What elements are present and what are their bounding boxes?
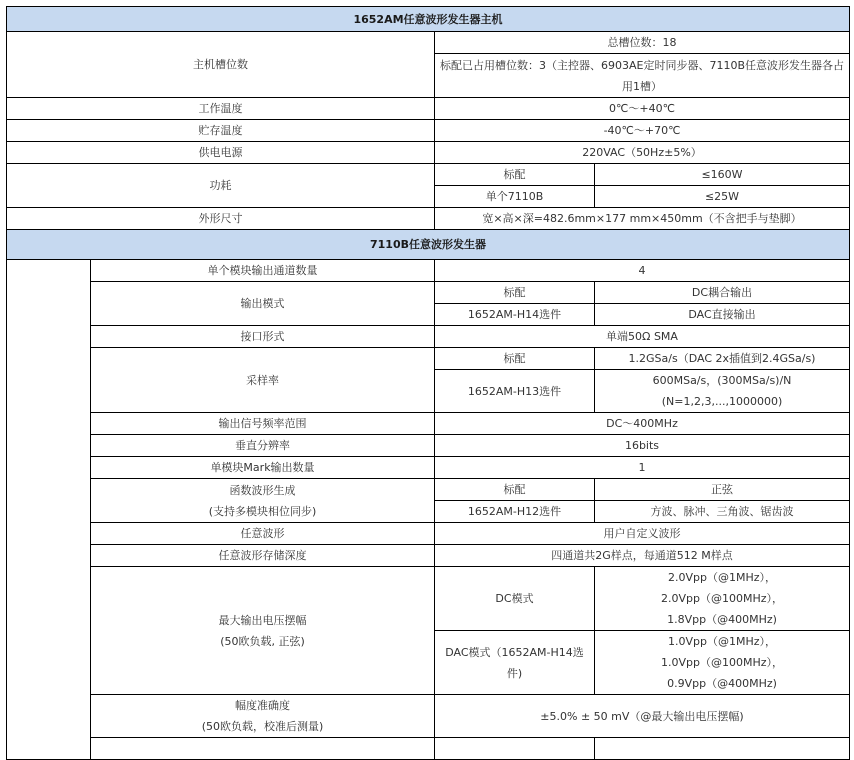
row-label: 垂直分辨率 — [91, 435, 435, 457]
sub-value: ≤160W — [595, 164, 850, 186]
value-line: 1.0Vpp（@1MHz）， — [667, 635, 777, 648]
row-label — [91, 738, 435, 760]
row-label: 采样率 — [91, 348, 435, 413]
sub-value: DAC直接输出 — [595, 304, 850, 326]
row-work-temp — [7, 98, 850, 120]
row-channels — [7, 260, 850, 282]
row-output-mode — [7, 282, 850, 304]
row-label: 任意波形 — [91, 523, 435, 545]
row-value: ±5.0% ± 50 mV（@最大输出电压摆幅) — [435, 695, 850, 738]
sub-label: 标配 — [435, 348, 595, 370]
row-power-supply — [7, 142, 850, 164]
row-label — [91, 479, 435, 523]
sub-label: 单个7110B — [435, 186, 595, 208]
indent-column — [7, 260, 91, 760]
row-value: 16bits — [435, 435, 850, 457]
row-value: 4 — [435, 260, 850, 282]
sub-label: 1652AM-H14选件 — [435, 304, 595, 326]
row-value: 标配已占用槽位数：3（主控器、6903AE定时同步器、7110B任意波形发生器各占用1槽） — [435, 54, 850, 98]
row-value: -40℃～+70℃ — [435, 120, 850, 142]
row-label: 工作温度 — [7, 98, 435, 120]
row-label: 主机槽位数 — [7, 32, 435, 98]
sub-value: ≤25W — [595, 186, 850, 208]
sub-label: 标配 — [435, 479, 595, 501]
row-label — [91, 695, 435, 738]
row-vertical-resolution — [7, 435, 850, 457]
section-title: 1652AM任意波形发生器主机 — [7, 7, 850, 32]
row-cutoff — [7, 738, 850, 760]
row-value: 220VAC（50Hz±5%） — [435, 142, 850, 164]
sub-label: 标配 — [435, 164, 595, 186]
row-power-consumption — [7, 164, 850, 186]
row-value: 四通道共2G样点，每通道512 M样点 — [435, 545, 850, 567]
row-max-output-voltage — [7, 567, 850, 631]
row-label: 任意波形存储深度 — [91, 545, 435, 567]
sub-value — [595, 631, 850, 695]
value-line: 1.0Vpp（@100MHz）， — [661, 656, 784, 669]
label-line: (50欧负载，校准后测量) — [201, 720, 324, 733]
row-value: DC～400MHz — [435, 413, 850, 435]
row-label: 贮存温度 — [7, 120, 435, 142]
value-line: 600MSa/s，(300MSa/s)/N — [652, 374, 792, 387]
spec-table — [6, 6, 850, 760]
sub-value — [595, 738, 850, 760]
label-line: 函数波形生成 — [229, 483, 296, 497]
row-value: 1 — [435, 457, 850, 479]
sub-value — [595, 370, 850, 413]
sub-value: 1.2GSa/s（DAC 2x插值到2.4GSa/s) — [595, 348, 850, 370]
sub-label: 1652AM-H13选件 — [435, 370, 595, 413]
sub-label: 标配 — [435, 282, 595, 304]
sub-value: 方波、脉冲、三角波、锯齿波 — [595, 501, 850, 523]
row-storage-temp — [7, 120, 850, 142]
value-line: 2.0Vpp（@100MHz）， — [661, 592, 784, 605]
row-freq-range — [7, 413, 850, 435]
section-title: 7110B任意波形发生器 — [7, 230, 850, 260]
row-function-waveform — [7, 479, 850, 501]
label-line: 最大输出电压摆幅 — [218, 613, 307, 627]
sub-label — [435, 738, 595, 760]
row-arbitrary-waveform — [7, 523, 850, 545]
row-value: 单端50Ω SMA — [435, 326, 850, 348]
row-mark-outputs — [7, 457, 850, 479]
section-header-7110b — [7, 230, 850, 260]
row-value: 总槽位数：18 — [435, 32, 850, 54]
sub-value: DC耦合输出 — [595, 282, 850, 304]
value-line: 1.8Vpp（@400MHz) — [667, 613, 777, 626]
value-line: 2.0Vpp（@1MHz）， — [667, 571, 777, 584]
row-amplitude-accuracy — [7, 695, 850, 738]
row-interface — [7, 326, 850, 348]
row-label — [91, 567, 435, 695]
row-label: 供电电源 — [7, 142, 435, 164]
row-slots — [7, 32, 850, 54]
value-line: 0.9Vpp（@400MHz) — [667, 677, 777, 690]
row-label: 接口形式 — [91, 326, 435, 348]
row-dimensions — [7, 208, 850, 230]
sub-value: 正弦 — [595, 479, 850, 501]
row-label: 外形尺寸 — [7, 208, 435, 230]
row-label: 输出模式 — [91, 282, 435, 326]
row-value: 用户自定义波形 — [435, 523, 850, 545]
row-value: 0℃～+40℃ — [435, 98, 850, 120]
section-header-mainframe — [7, 7, 850, 32]
value-line: (N=1,2,3,...,1000000) — [661, 395, 783, 408]
sub-label: 1652AM-H12选件 — [435, 501, 595, 523]
row-label: 功耗 — [7, 164, 435, 208]
label-line: 幅度准确度 — [235, 699, 290, 712]
spec-table-container — [6, 6, 849, 760]
row-value: 宽×高×深=482.6mm×177 mm×450mm（不含把手与垫脚） — [435, 208, 850, 230]
row-label: 输出信号频率范围 — [91, 413, 435, 435]
row-arb-memory-depth — [7, 545, 850, 567]
label-line: (支持多模块相位同步) — [208, 504, 317, 518]
label-line: (50欧负载, 正弦) — [220, 634, 305, 648]
row-sample-rate — [7, 348, 850, 370]
sub-label: DAC模式（1652AM-H14选件) — [435, 631, 595, 695]
row-label: 单模块Mark输出数量 — [91, 457, 435, 479]
row-label: 单个模块输出通道数量 — [91, 260, 435, 282]
sub-label: DC模式 — [435, 567, 595, 631]
sub-value — [595, 567, 850, 631]
